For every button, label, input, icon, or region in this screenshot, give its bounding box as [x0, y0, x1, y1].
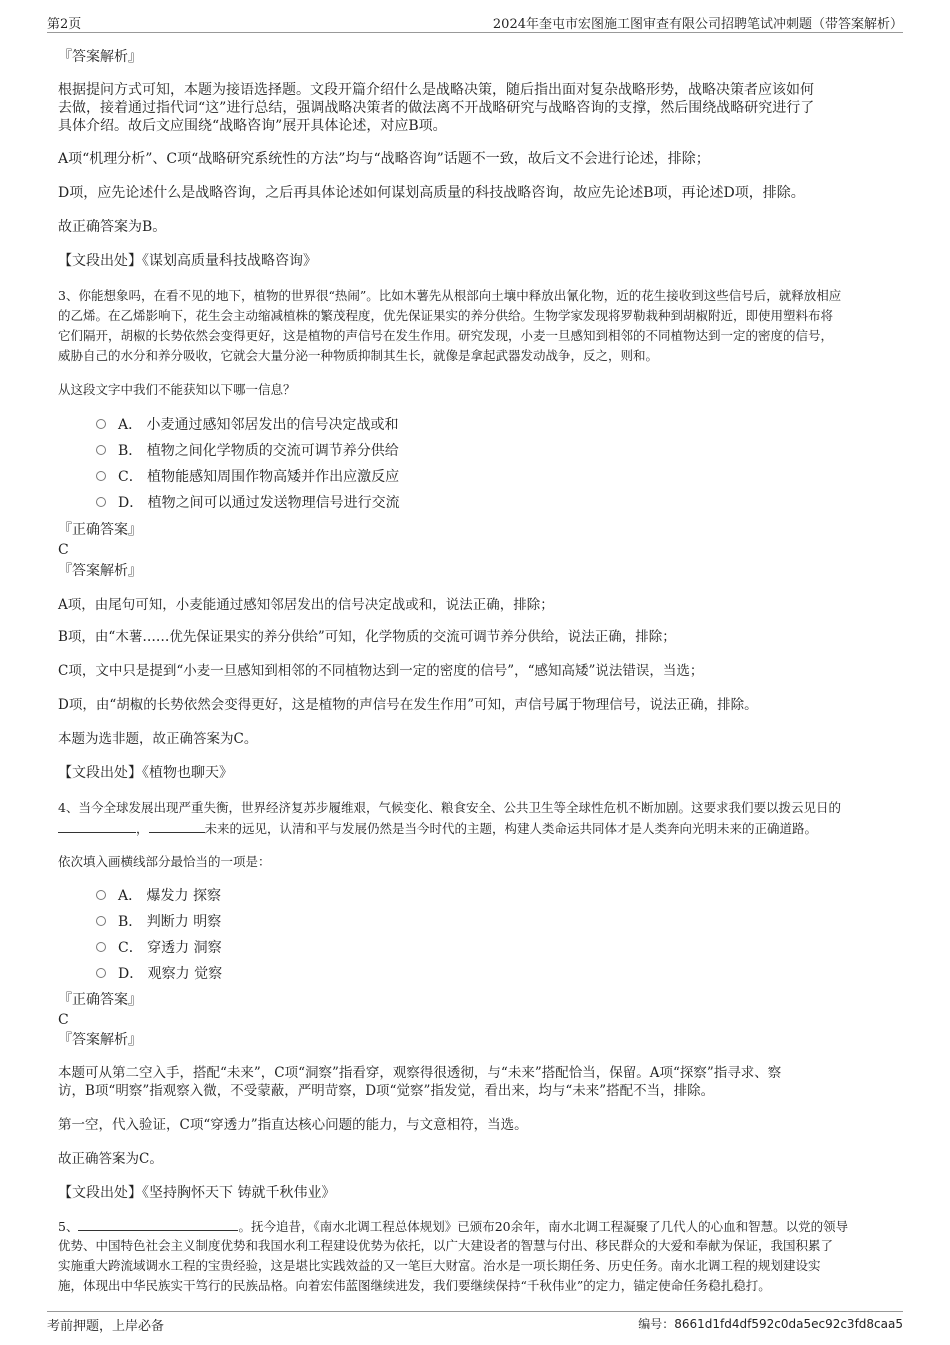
q5-stem-line-3: 实施重大跨流域调水工程的宝贵经验，这是堪比实践效益的又一笔巨大财富。治水是一项长期任务、历史任务。南水北调工程的规划建设实	[58, 1258, 821, 1273]
q2-analysis-p2: A项“机理分析”、C项“战略研究系统性的方法”均与“战略咨询”话题不一致，故后文不会进行论述，排除；	[58, 151, 710, 167]
q4-answer: C	[58, 1012, 69, 1028]
q3-option-d[interactable]: D． 植物之间可以通过发送物理信号进行交流	[96, 493, 400, 513]
q4-analysis-line-2: 访，B项“明察”指观察入微，不受蒙蔽，严明苛察，D项“觉察”指发觉，看出来，均与“未来”搭配不当，排除。	[58, 1083, 715, 1099]
q4-option-d[interactable]: D． 观察力 觉察	[96, 964, 222, 984]
q5-stem-line-1: 5、 。抚今追昔，《南水北调工程总体规划》已颁布20余年，南水北调工程凝聚了几代人的心血和智慧。以党的领导	[58, 1216, 848, 1237]
radio-icon[interactable]	[96, 445, 106, 455]
q2-source: 【文段出处】《谋划高质量科技战略咨询》	[58, 253, 317, 269]
q3-analysis-d: D项，由“胡椒的长势依然会变得更好，这是植物的声信号在发生作用”可知，声信号属于物理信号，说法正确，排除。	[58, 697, 758, 713]
q3-answer: C	[58, 542, 69, 558]
radio-icon[interactable]	[96, 968, 106, 978]
q3-prompt: 从这段文字中我们不能获知以下哪一信息？	[58, 382, 296, 397]
q3-analysis-c: C项，文中只是提到“小麦一旦感知到相邻的不同植物达到一定的密度的信号”，“感知高矮”说法错误，当选；	[58, 663, 704, 679]
q4-stem-line-2: ， 未来的远见，认清和平与发展仍然是当今时代的主题，构建人类命运共同体才是人类奔向光明未来的正确道路。	[58, 818, 817, 839]
q4-prompt: 依次填入画横线部分最恰当的一项是：	[58, 854, 271, 869]
q3-analysis-a: A项，由尾句可知，小麦能通过感知邻居发出的信号决定战或和，说法正确，排除；	[58, 597, 554, 613]
q4-analysis-p3: 故正确答案为C。	[58, 1151, 163, 1167]
q2-analysis-line-1: 根据提问方式可知，本题为接语选择题。文段开篇介绍什么是战略决策，随后指出面对复杂战略形势，战略决策者应该如何	[58, 82, 814, 98]
page-footer	[47, 1311, 903, 1334]
q3-analysis-conclusion: 本题为选非题，故正确答案为C。	[58, 731, 258, 747]
q3-stem-line-4: 威胁自己的水分和养分吸收，它就会大量分泌一种物质抑制其生长，就像是拿起武器发动战争，反之，则和。	[58, 348, 659, 363]
q2-analysis-p4: 故正确答案为B。	[58, 219, 167, 235]
radio-icon[interactable]	[96, 890, 106, 900]
q2-analysis-p3: D项，应先论述什么是战略咨询，之后再具体论述如何谋划高质量的科技战略咨询，故应先论述B项，再论述D项，排除。	[58, 185, 805, 201]
q4-option-a[interactable]: A． 爆发力 探察	[96, 886, 221, 906]
q3-stem-line-1: 3、你能想象吗，在看不见的地下，植物的世界很“热闹”。比如木薯先从根部向土壤中释放出氰化物，近的花生接收到这些信号后，就释放相应	[58, 288, 842, 303]
footer-slogan: 考前押题，上岸必备	[47, 1319, 165, 1334]
blank-1	[78, 1216, 238, 1231]
q3-option-c[interactable]: C． 植物能感知周围作物高矮并作出应激反应	[96, 467, 399, 487]
q4-analysis-line-1: 本题可从第二空入手，搭配“未来”，C项“洞察”指看穿，观察得很透彻，与“未来”搭配恰当，保留。A项“探察”指寻求、察	[58, 1065, 782, 1081]
document-title: 2024年奎屯市宏图施工图审查有限公司招聘笔试冲刺题（带答案解析）	[492, 17, 903, 32]
q4-option-b[interactable]: B． 判断力 明察	[96, 912, 221, 932]
q3-stem-line-2: 的乙烯。在乙烯影响下，花生会主动缩减植株的繁茂程度，优先保证果实的养分供给。生物学家发现将罗勒栽种到胡椒附近，即使用塑料布将	[58, 308, 834, 323]
q3-analysis-b: B项，由“木薯……优先保证果实的养分供给”可知，化学物质的交流可调节养分供给，说法正确，排除；	[58, 629, 676, 645]
q2-analysis-heading: 『答案解析』	[58, 49, 142, 65]
q5-stem-line-4: 施，体现出中华民族实干笃行的民族品格。向着宏伟蓝图继续进发，我们要继续保持“千秋伟业”的定力，锚定使命任务稳扎稳打。	[58, 1278, 771, 1293]
q3-source: 【文段出处】《植物也聊天》	[58, 765, 233, 781]
q3-option-a[interactable]: A． 小麦通过感知邻居发出的信号决定战或和	[96, 415, 399, 435]
page-number: 第2页	[47, 17, 82, 32]
q3-analysis-heading: 『答案解析』	[58, 563, 142, 579]
q5-stem-line-2: 优势、中国特色社会主义制度优势和我国水利工程建设优势为依托，以广大建设者的智慧与付出、移民群众的大爱和奉献为保证，我国积累了	[58, 1238, 834, 1253]
q4-option-c[interactable]: C． 穿透力 洞察	[96, 938, 222, 958]
q4-analysis-heading: 『答案解析』	[58, 1032, 142, 1048]
blank-1	[58, 818, 136, 833]
radio-icon[interactable]	[96, 916, 106, 926]
radio-icon[interactable]	[96, 942, 106, 952]
page-header	[47, 12, 903, 33]
q4-analysis-p2: 第一空，代入验证，C项“穿透力”指直达核心问题的能力，与文意相符，当选。	[58, 1117, 528, 1133]
radio-icon[interactable]	[96, 419, 106, 429]
q4-source: 【文段出处】《坚持胸怀天下 铸就千秋伟业》	[58, 1185, 336, 1201]
q3-answer-heading: 『正确答案』	[58, 522, 142, 538]
q2-analysis-line-2: 去做，接着通过指代词“这”进行总结，强调战略决策者的做法离不开战略研究与战略咨询的支撑，然后围绕战略研究进行了	[58, 100, 815, 116]
q4-stem-line-1: 4、当今全球发展出现严重失衡，世界经济复苏步履维艰，气候变化、粮食安全、公共卫生等全球性危机不断加剧。这要求我们要以拨云见日的	[58, 800, 841, 815]
radio-icon[interactable]	[96, 497, 106, 507]
q2-analysis-line-3: 具体介绍。故后文应围绕“战略咨询”展开具体论述，对应B项。	[58, 118, 447, 134]
radio-icon[interactable]	[96, 471, 106, 481]
document-code: 编号：8661d1fd4df592c0da5ec92c3fd8caa5	[638, 1317, 903, 1331]
q3-stem-line-3: 它们隔开，胡椒的长势依然会变得更好，这是植物的声信号在发生作用。研究发现，小麦一旦感知到相邻的不同植物达到一定的密度的信号，	[58, 328, 834, 343]
blank-2	[149, 818, 205, 833]
q3-option-b[interactable]: B． 植物之间化学物质的交流可调节养分供给	[96, 441, 399, 461]
q4-answer-heading: 『正确答案』	[58, 992, 142, 1008]
